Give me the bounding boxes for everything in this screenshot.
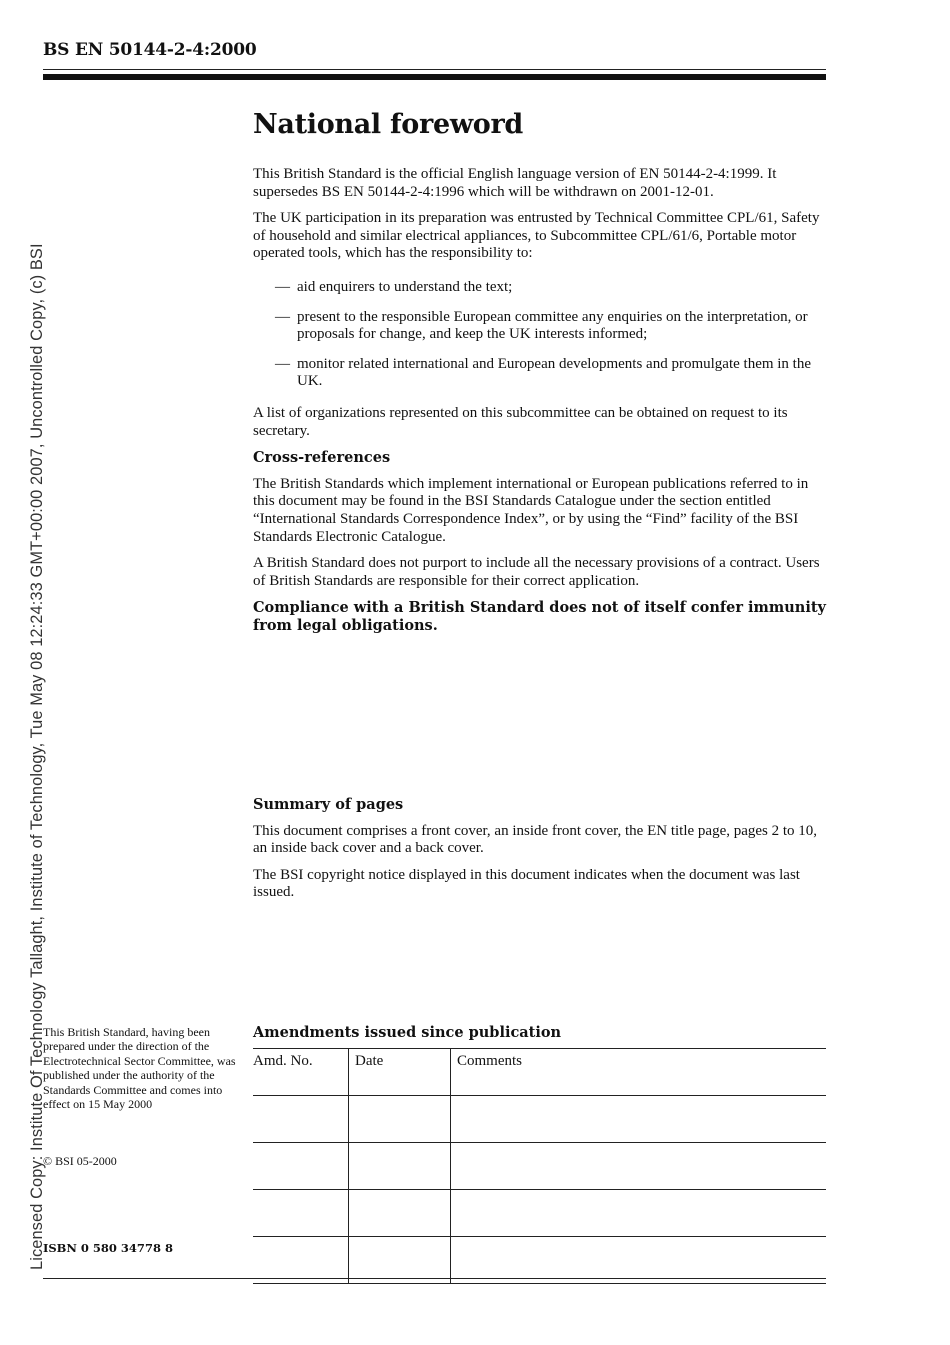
foreword-body xyxy=(253,108,826,643)
isbn: ISBN 0 580 34778 8 xyxy=(43,1241,173,1255)
table-cell xyxy=(451,1143,827,1190)
table-header-row xyxy=(253,1049,826,1096)
table-cell xyxy=(253,1237,349,1284)
document-id: BS EN 50144-2-4:2000 xyxy=(43,40,257,60)
summary-paragraph: This document comprises a front cover, an inside front cover, the EN title page, pages 2 to 10, an inside back cover and a back cover. xyxy=(253,822,818,857)
list-item xyxy=(253,356,826,391)
column-header-date: Date xyxy=(349,1049,451,1096)
publication-note: This British Standard, having been prepared under the direction of the Electrotechnical Sector Committee, was published under the authority of the Standards Committee and comes into effect on 15 May 2000 xyxy=(43,1025,236,1112)
amendments-title: Amendments issued since publication xyxy=(253,1024,562,1041)
list-item-text: present to the responsible European committee any enquiries on the interpretation, or proposals for change, and keep the UK interests informed; xyxy=(297,308,808,343)
dash-marker: — xyxy=(275,308,290,325)
footer-rule xyxy=(43,1278,826,1279)
table-cell xyxy=(349,1237,451,1284)
copyright-line: © BSI 05-2000 xyxy=(43,1154,117,1168)
table-row xyxy=(253,1096,826,1143)
table-cell xyxy=(253,1096,349,1143)
summary-heading: Summary of pages xyxy=(253,796,404,813)
compliance-statement: Compliance with a British Standard does not of itself confer immunity from legal obligations. xyxy=(253,599,826,634)
dash-marker: — xyxy=(275,278,290,295)
column-header-amd-no: Amd. No. xyxy=(253,1049,349,1096)
participation-paragraph: The UK participation in its preparation was entrusted by Technical Committee CPL/61, Safety of household and similar electrical appliances, to Subcommittee CPL/61/6, Portable motor operated tools, which has the responsibility to: xyxy=(253,210,820,262)
copyright-notice-paragraph: The BSI copyright notice displayed in this document indicates when the document was last issued. xyxy=(253,866,800,901)
table-cell xyxy=(451,1190,827,1237)
organizations-paragraph: A list of organizations represented on this subcommittee can be obtained on request to its secretary. xyxy=(253,404,788,439)
list-item xyxy=(253,309,826,344)
header-rule-thin xyxy=(43,69,826,70)
amendments-table xyxy=(253,1048,826,1284)
cross-references-paragraph: The British Standards which implement international or European publications referred to in this document may be found in the BSI Standards Catalogue under the section entitled “International Standards Correspondence Index”, or by using the “Find” facility of the BSI Standards Electronic Catalogue. xyxy=(253,475,809,545)
responsibility-list xyxy=(253,279,826,391)
table-cell xyxy=(451,1237,827,1284)
intro-paragraph: This British Standard is the official English language version of EN 50144-2-4:1999. It supersedes BS EN 50144-2-4:1996 which will be withdrawn on 2001-12-01. xyxy=(253,166,777,200)
table-row xyxy=(253,1237,826,1284)
licence-watermark xyxy=(8,0,46,1345)
watermark-text: Licensed Copy: Institute Of Technology Tallaght, Institute of Technology, Tue May 08 12:24:33 GMT+00:00 2007, Uncontrolled Copy, (c) BSI xyxy=(28,243,46,1270)
column-header-comments: Comments xyxy=(451,1049,827,1096)
header-rule-thick xyxy=(43,74,826,80)
cross-references-heading: Cross-references xyxy=(253,449,391,467)
list-item-text: monitor related international and European developments and promulgate them in the UK. xyxy=(297,355,812,390)
provisions-paragraph: A British Standard does not purport to include all the necessary provisions of a contract. Users of British Standards are responsible for their correct application. xyxy=(253,555,820,589)
dash-marker: — xyxy=(275,355,290,372)
table-row xyxy=(253,1143,826,1190)
table-cell xyxy=(253,1190,349,1237)
table-cell xyxy=(451,1096,827,1143)
list-item-text: aid enquirers to understand the text; xyxy=(297,278,513,295)
table-cell xyxy=(349,1190,451,1237)
table-row xyxy=(253,1190,826,1237)
table-cell xyxy=(253,1143,349,1190)
table-cell xyxy=(349,1096,451,1143)
table-cell xyxy=(349,1143,451,1190)
page-title: National foreword xyxy=(253,109,523,140)
summary-section xyxy=(253,796,826,911)
list-item xyxy=(253,279,826,297)
